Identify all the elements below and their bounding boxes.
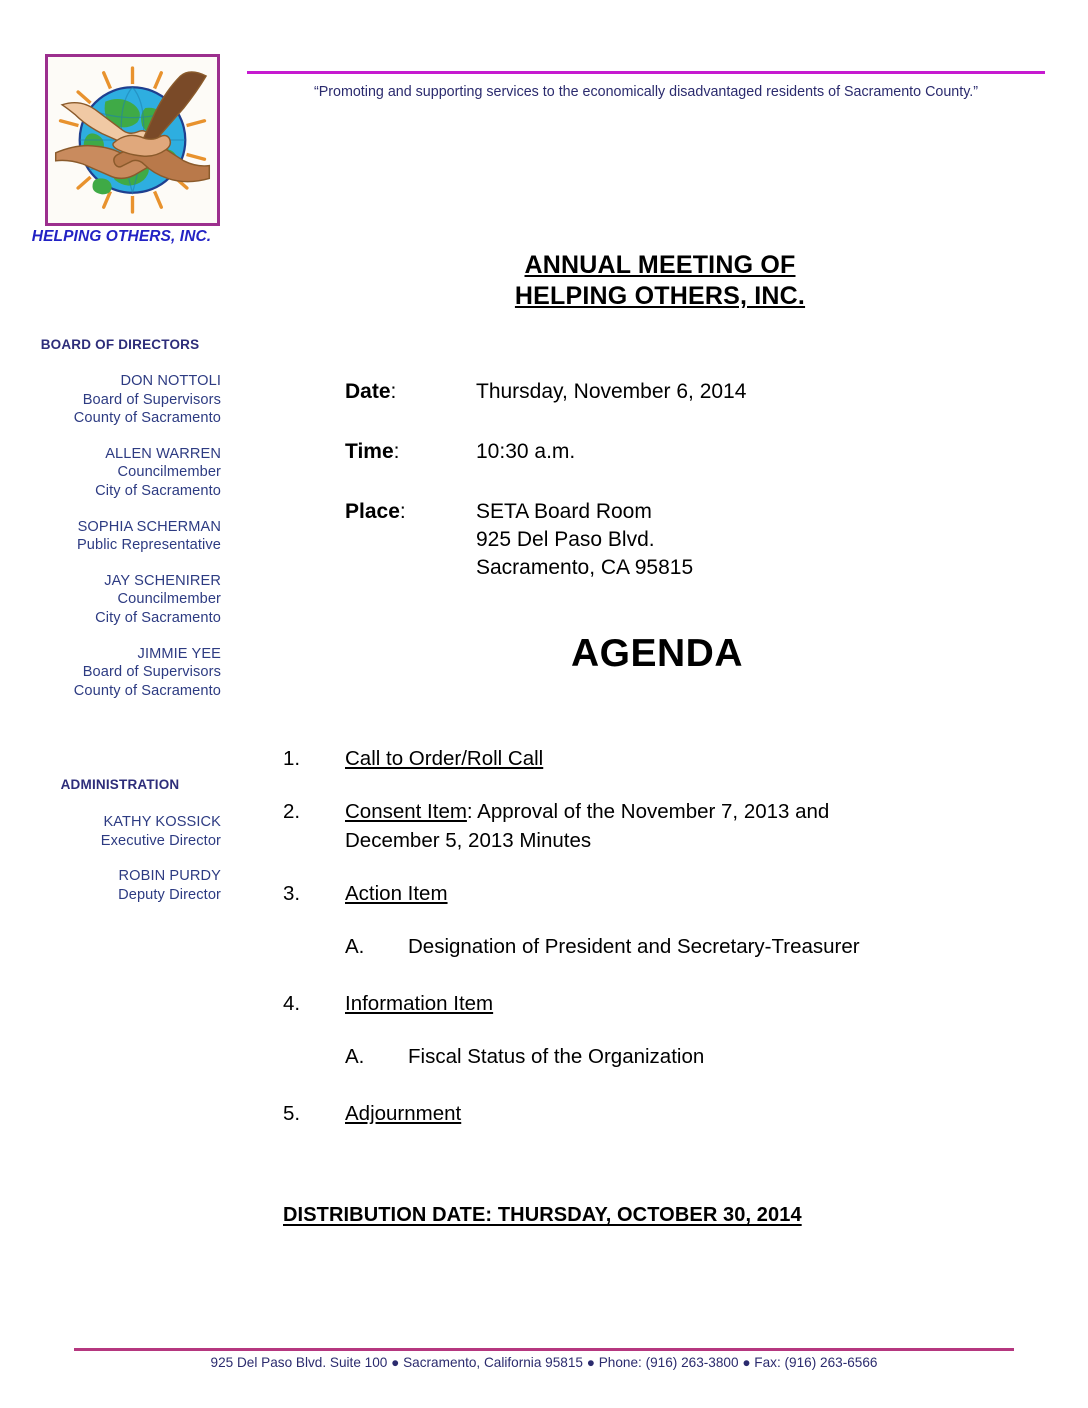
subitem-letter: A. <box>345 1045 365 1068</box>
agenda-item-1 <box>283 744 1023 773</box>
place-line2: 925 Del Paso Blvd. <box>476 528 655 551</box>
agenda-item-2 <box>283 797 1023 855</box>
header-divider <box>247 71 1045 74</box>
meeting-time-row <box>345 438 985 466</box>
item-number: 2. <box>283 800 301 823</box>
footer-divider <box>74 1348 1014 1351</box>
member-name: JIMMIE YEE <box>137 645 221 662</box>
item-number: 4. <box>283 992 301 1015</box>
sidebar <box>0 0 248 1408</box>
place-label: Place: <box>345 500 406 523</box>
page-title-line2: HELPING OTHERS, INC. <box>514 282 806 310</box>
item-text <box>345 989 1023 1018</box>
admin-role: Executive Director <box>100 832 221 849</box>
member-role: Public Representative <box>76 537 221 554</box>
meeting-place-row <box>345 498 985 582</box>
agenda-list <box>283 744 1023 1152</box>
item-title: Consent Item <box>345 800 467 823</box>
item-title: Adjournment <box>345 1102 462 1125</box>
agenda-item-3 <box>283 879 1023 908</box>
item-number: 5. <box>283 1102 301 1125</box>
subitem-text: Designation of President and Secretary-Treasurer <box>408 935 860 958</box>
item-number: 3. <box>283 882 301 905</box>
subitem-letter: A. <box>345 935 365 958</box>
item-number: 1. <box>283 747 301 770</box>
agenda-subitem-3a <box>345 932 1023 961</box>
member-role: Board of Supervisors <box>82 391 221 408</box>
agenda-item-4 <box>283 989 1023 1018</box>
item-title: Action Item <box>345 882 448 905</box>
page-title <box>300 250 1020 312</box>
time-value: 10:30 a.m. <box>476 440 576 463</box>
member-role: Councilmember <box>117 464 221 481</box>
item-text <box>345 1099 1023 1128</box>
item-title: Information Item <box>345 992 494 1015</box>
list-item <box>0 372 221 428</box>
meeting-date-row <box>345 378 985 406</box>
item-detail-continued: December 5, 2013 Minutes <box>345 829 592 852</box>
item-text <box>345 879 1023 908</box>
admin-role: Deputy Director <box>118 886 221 903</box>
time-label: Time: <box>345 440 400 463</box>
list-item <box>0 867 221 904</box>
member-name: ALLEN WARREN <box>105 445 221 462</box>
member-role: Board of Supervisors <box>82 664 221 681</box>
member-name: JAY SCHENIRER <box>104 572 221 589</box>
board-of-directors-heading: BOARD OF DIRECTORS <box>40 337 200 352</box>
date-value: Thursday, November 6, 2014 <box>476 380 747 403</box>
subitem-text: Fiscal Status of the Organization <box>408 1045 705 1068</box>
date-label: Date: <box>345 380 397 403</box>
footer-contact-info: 925 Del Paso Blvd. Suite 100 ● Sacramento, California 95815 ● Phone: (916) 263-3800 ● Fax: (916) 263-6566 <box>210 1355 878 1370</box>
place-value <box>476 498 693 582</box>
place-line1: SETA Board Room <box>476 500 652 523</box>
agenda-heading: AGENDA <box>570 632 743 675</box>
agenda-item-5 <box>283 1099 1023 1128</box>
item-title: Call to Order/Roll Call <box>345 747 544 770</box>
administration-heading: ADMINISTRATION <box>60 777 180 792</box>
list-item <box>0 445 221 501</box>
item-text <box>345 797 1023 855</box>
admin-name: ROBIN PURDY <box>118 868 221 885</box>
agenda-subitem-4a <box>345 1042 1023 1071</box>
organization-tagline: “Promoting and supporting services to the economically disadvantaged residents of Sacramento County.” <box>313 84 979 100</box>
member-org: County of Sacramento <box>73 410 221 427</box>
item-text <box>345 744 1023 773</box>
page-title-line1: ANNUAL MEETING OF <box>524 251 796 279</box>
member-name: SOPHIA SCHERMAN <box>77 518 221 535</box>
member-org: City of Sacramento <box>95 482 221 499</box>
member-org: City of Sacramento <box>95 609 221 626</box>
list-item <box>0 645 221 701</box>
board-of-directors-list <box>0 372 221 700</box>
list-item <box>0 572 221 628</box>
admin-name: KATHY KOSSICK <box>103 814 221 830</box>
place-line3: Sacramento, CA 95815 <box>476 556 694 579</box>
member-org: County of Sacramento <box>73 682 221 699</box>
logo-caption: HELPING OTHERS, INC. <box>31 228 212 245</box>
item-detail: : Approval of the November 7, 2013 and <box>466 800 830 823</box>
handshake-globe-logo <box>45 54 220 226</box>
meeting-details <box>345 378 985 582</box>
member-role: Councilmember <box>117 591 221 608</box>
distribution-date: DISTRIBUTION DATE: THURSDAY, OCTOBER 30, 2014 <box>283 1204 802 1226</box>
list-item <box>0 518 221 555</box>
list-item <box>0 813 221 850</box>
member-name: DON NOTTOLI <box>120 373 221 389</box>
administration-list <box>0 813 221 904</box>
